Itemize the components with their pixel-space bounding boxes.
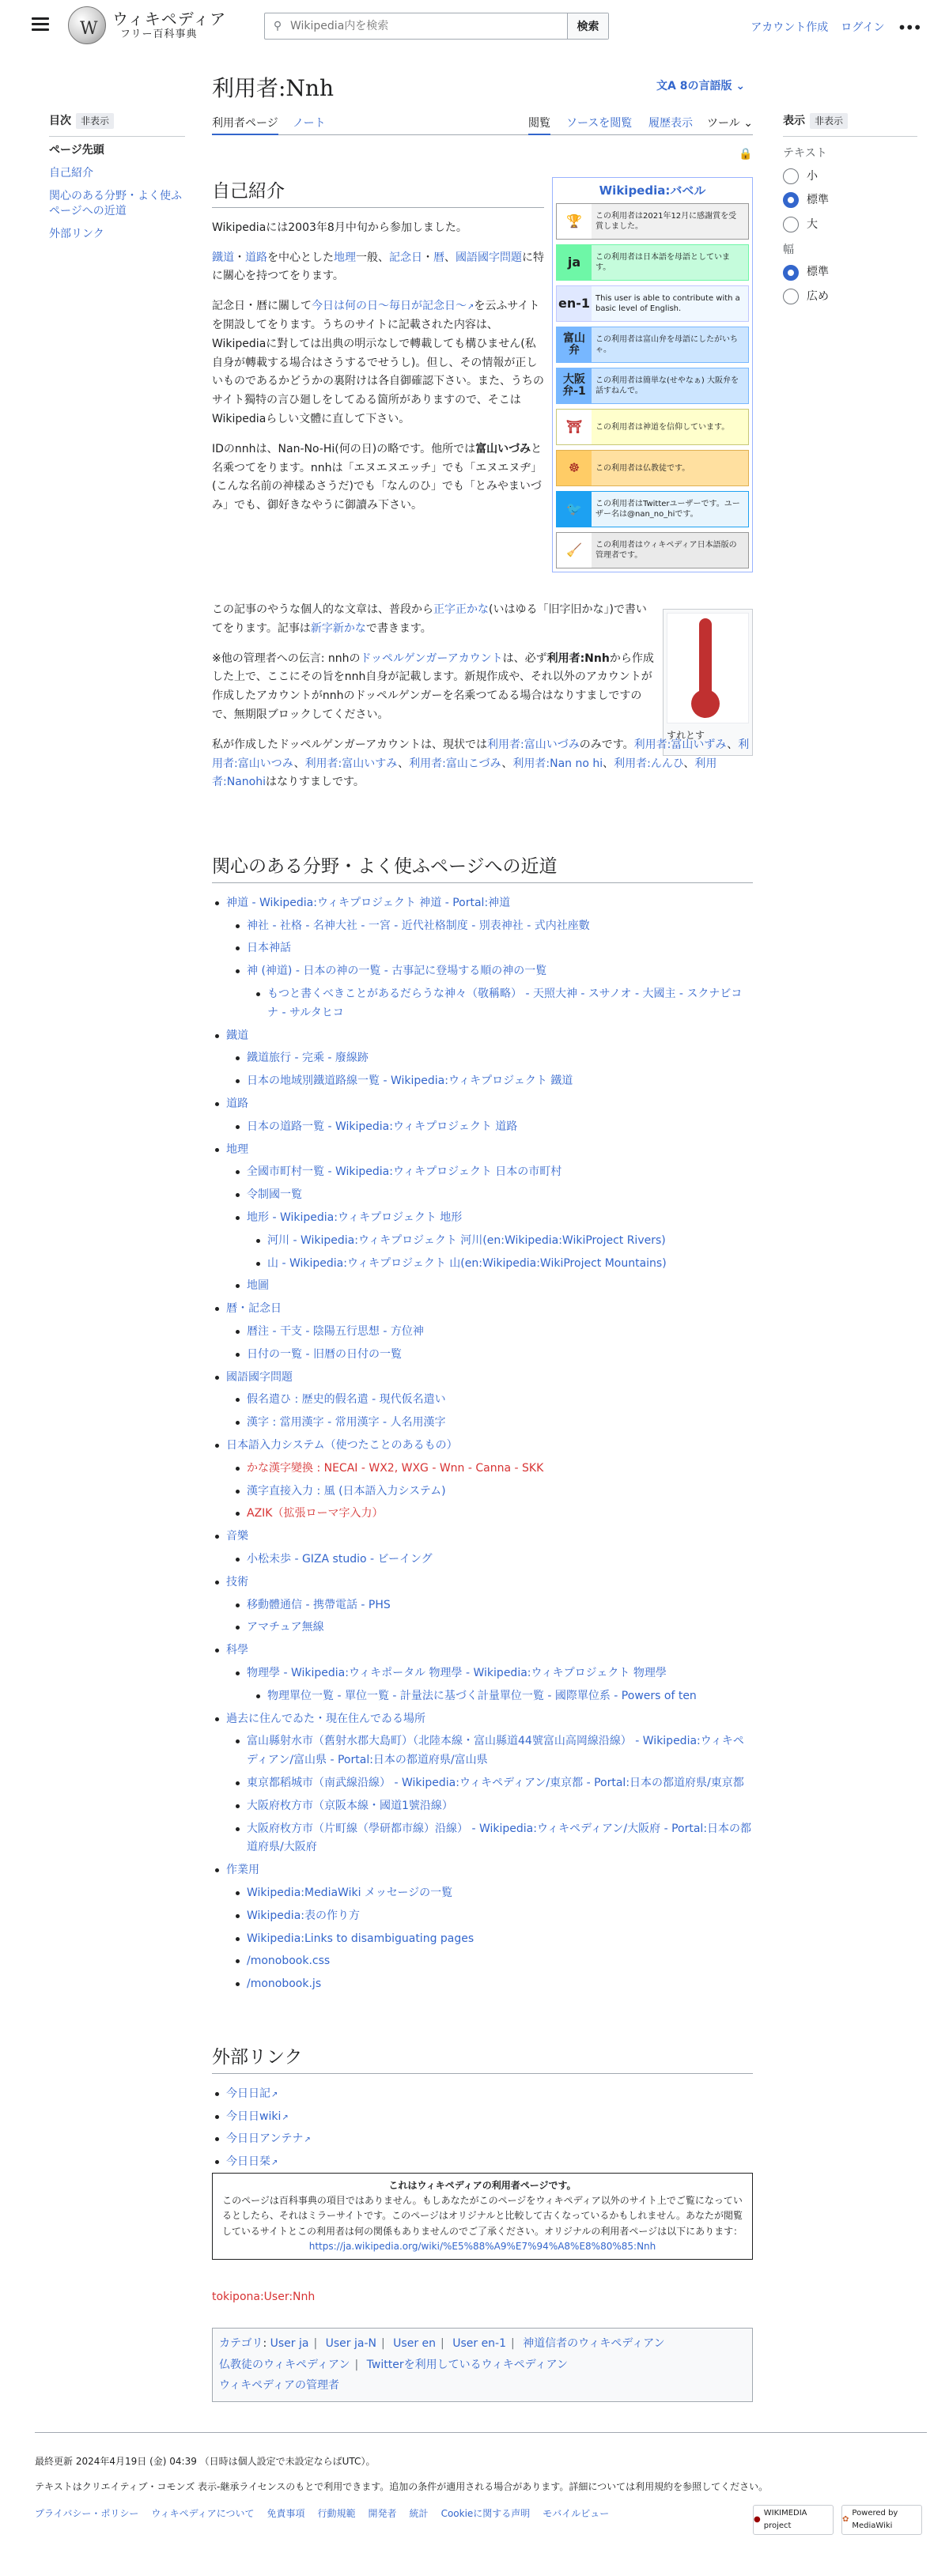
login-link[interactable]: ログイン [841, 21, 885, 34]
external-links-list [212, 2085, 753, 2172]
interest-link[interactable]: 地形 - Wikipedia:ウィキプロジェクト 地形 [247, 1211, 463, 1225]
list-item [233, 1460, 753, 1479]
radio-icon [783, 168, 799, 184]
interest-link[interactable]: 山 - Wikipedia:ウィキプロジェクト 山(en:Wikipedia:WikiProject Mountains) [267, 1256, 667, 1270]
sub-list [233, 1884, 753, 1994]
list-item [233, 1664, 753, 1706]
heading-intro: 自己紹介 [212, 180, 544, 208]
wikimedia-badge[interactable]: ● WIKIMEDIA project [753, 2505, 834, 2535]
interest-link[interactable]: 音樂 [226, 1530, 248, 1543]
interest-link[interactable]: 鐵道 [226, 1029, 248, 1042]
lock-icon: 🔒 [739, 148, 753, 161]
interest-link[interactable]: 令制國一覧 [247, 1188, 302, 1202]
chevron-down-icon: ⌄ [732, 80, 746, 93]
list-item [233, 1596, 753, 1615]
list-item [212, 1369, 753, 1433]
interest-link[interactable]: 物理學 - Wikipedia:ウィキポータル 物理學 - Wikipedia:ウィキプロジェクト 物理學 [247, 1666, 667, 1679]
sub-list [233, 1664, 753, 1706]
body-section [212, 601, 753, 803]
list-item [233, 1483, 753, 1501]
list-item [233, 962, 753, 1022]
babel-osaka: 大阪 弁-1 この利用者は簡単な(せやなぁ) 大阪弁を話すねんで。 [556, 368, 749, 404]
category-link[interactable]: 仏教徒のウィキペディアン [219, 2358, 350, 2371]
footer-link[interactable]: ウィキペディアについて [151, 2508, 255, 2519]
intro-paragraph-3: 記念日・暦に關して今日は何の日〜毎日が記念日〜 ↗ を云ふサイトを開設してをります。うちのサイトに記載された内容は、Wikipediaに對しては出典の明示なしで轉載しても構ひません(私自身が轉載する場合はさうするでせうし)。但し、その情報が正しいものであるかどうかの裏附けは各自御確認下さい。また、うちのサイト獨特の言ひ廻しをしてゐる箇所がありますので、そこはWikipediaらしい文體に直して下さい。 [212, 297, 544, 429]
list-item [233, 1732, 753, 1770]
dharma-wheel-icon: ☸ [557, 451, 592, 485]
list-item [233, 1163, 753, 1182]
sub-list [253, 1687, 753, 1706]
interest-link[interactable]: Wikipedia:MediaWiki メッセージの一覧 [247, 1886, 453, 1899]
list-item [233, 1774, 753, 1793]
list-item [212, 1095, 753, 1137]
list-item [212, 2085, 753, 2104]
search-button[interactable]: 検索 [567, 13, 608, 39]
interest-link[interactable]: 暦注 - 干支 - 陰陽五行思想 - 方位神 [247, 1325, 424, 1339]
interest-link[interactable]: 日本神話 [247, 942, 291, 955]
interest-link[interactable]: 大阪府枚方市（京阪本線・國道1號沿線） [247, 1799, 453, 1812]
notice-url[interactable]: https://ja.wikipedia.org/wiki/%E5%88%A9%E7%94%A8%E8%80%85:Nnh [308, 2240, 656, 2252]
text-size-small[interactable]: 小 [783, 168, 917, 185]
interest-link[interactable]: 神道 - Wikipedia:ウィキプロジェクト 神道 - Portal:神道 [226, 896, 511, 909]
footer-link[interactable]: 免責事項 [267, 2508, 305, 2519]
babel-en: en-1 This user is able to contribute with a basic level of English. [556, 285, 749, 322]
sub-list [233, 1551, 753, 1569]
category-link[interactable]: 神道信者のウィキペディアン [523, 2337, 665, 2350]
list-item [212, 1573, 753, 1637]
table-of-contents [49, 112, 185, 250]
babel-toyama: 富山 弁 この利用者は富山弁を母語にしたがいちゃ。 [556, 327, 749, 363]
interest-link[interactable]: /monobook.css [247, 1955, 331, 1968]
category-link[interactable]: ウィキペディアの管理者 [219, 2379, 340, 2393]
interest-link[interactable]: 物理單位一覧 - 單位一覧 - 計量法に基づく計量單位一覧 - 國際單位系 - Powers of ten [267, 1689, 697, 1702]
list-item [233, 917, 753, 936]
interest-link[interactable]: 小松未歩 - GIZA studio - ビーイング [247, 1553, 433, 1566]
radio-selected-icon [783, 265, 799, 281]
interest-link[interactable]: Wikipedia:表の作り方 [247, 1909, 360, 1922]
interest-link[interactable]: 國語國字問題 [226, 1370, 293, 1384]
toc-item-intro[interactable]: 自己紹介 [49, 167, 93, 180]
babel-title[interactable]: Wikipedia:バベル [599, 183, 706, 198]
interest-link[interactable]: 日本の地域別鐵道路線一覧 - Wikipedia:ウィキプロジェクト 鐵道 [247, 1075, 573, 1088]
intro-section [212, 180, 544, 527]
wordmark[interactable]: ウィキペディア [112, 9, 227, 28]
interest-link[interactable]: AZIK（拡張ローマ字入力） [247, 1507, 384, 1520]
category-link[interactable]: Twitterを利用しているウィキペディアン [366, 2358, 569, 2371]
heading-external: 外部リンク [212, 2046, 753, 2074]
sub-list [233, 1163, 753, 1296]
toc-item-top[interactable]: ページ先頭 [49, 144, 104, 157]
list-item [233, 1277, 753, 1296]
sub-list [253, 985, 753, 1023]
toc-title: 目次 [49, 115, 71, 127]
footer-link[interactable]: プライバシー・ポリシー [35, 2508, 139, 2519]
list-item [212, 2108, 753, 2127]
list-item [233, 1323, 753, 1342]
babel-admin: 🧹 この利用者はウィキペディア日本語版の管理者です。 [556, 532, 749, 568]
toc-item-external[interactable]: 外部リンク [49, 227, 104, 240]
list-item [233, 1209, 753, 1273]
interest-link[interactable]: 作業用 [226, 1864, 259, 1877]
page-tabs [212, 108, 753, 135]
list-item [233, 1820, 753, 1858]
notice-body: このページは百科事典の項目ではありません。もしあなたがこのページをウィキペディア以外のサイト上でご覧になっているとしたら、それはミラーサイトです。このページはオリジナルと比較して古くなっているかもしれません。あなたが閲覧しているサイトとこの利用者は何の関係もありませんのでご了承ください。オリジナルの利用者ページは以下にあります： [221, 2195, 743, 2237]
sub-list [233, 1049, 753, 1091]
interest-link[interactable]: 大阪府枚方市（片町線（學研都市線）沿線） - Wikipedia:ウィキペディアン/大阪府 - Portal:日本の都道府県/大阪府 [247, 1822, 752, 1854]
text-size-label: テキスト [783, 147, 827, 161]
interest-link[interactable]: 過去に住んでゐた・現在住んでゐる場所 [226, 1712, 425, 1725]
list-item [253, 1687, 753, 1706]
tab-view-source[interactable]: ソースを閲覧 [566, 117, 633, 130]
interest-link[interactable]: 日本の道路一覧 - Wikipedia:ウィキプロジェクト 道路 [247, 1120, 518, 1133]
list-item [212, 1027, 753, 1091]
radio-icon [783, 217, 799, 232]
category-link[interactable]: User ja [270, 2337, 309, 2350]
external-link[interactable]: 今日日栞 ↗ [226, 2155, 278, 2168]
list-item [233, 1551, 753, 1569]
interest-link[interactable]: 假名遣ひ : 歴史的假名遣 - 現代仮名遣い [247, 1393, 446, 1407]
interests-list [212, 894, 753, 1994]
external-link[interactable]: 今日日wiki ↗ [226, 2110, 289, 2123]
more-options-icon[interactable]: ••• [897, 18, 921, 38]
body-paragraph-7: 私が作成したドッペルゲンガーアカウントは、現状では利用者:富山いづみのみです。利用者:富山いずみ、利用者:富山いつみ、利用者:富山いすみ、利用者:富山こづみ、利用者:Nan no hi、利用者:んんひ、利用者:Nanohiはなりすましです。 [212, 738, 750, 789]
category-link[interactable]: User ja-N [325, 2337, 376, 2350]
interest-link[interactable]: 神社 - 社格 - 名神大社 - 一宮 - 近代社格制度 - 別表神社 - 式内社座數 [247, 919, 590, 932]
interest-link[interactable]: 神 (神道) - 日本の神の一覧 - 古事記に登場する順の神の一覧 [247, 965, 547, 978]
thermometer-caption: すれとす [667, 730, 705, 741]
tab-read[interactable]: 閲覧 [528, 115, 550, 135]
list-item [233, 1975, 753, 1994]
sub-list [233, 917, 753, 1023]
tab-user-page[interactable]: 利用者ページ [212, 115, 278, 135]
footer-link[interactable]: 行動規範 [317, 2508, 356, 2519]
list-item [233, 1797, 753, 1816]
interest-link[interactable]: 日付の一覧 - 旧暦の日付の一覧 [247, 1347, 402, 1361]
category-link[interactable]: User en [393, 2337, 437, 2350]
search-icon: ⚲ [273, 19, 282, 32]
width-wide[interactable]: 広め [783, 288, 917, 305]
site-link[interactable]: 今日は何の日〜毎日が記念日〜 ↗ [312, 300, 474, 312]
intro-paragraph-1: Wikipediaには2003年8月中旬から参加しました。 [212, 221, 467, 234]
sub-list [233, 1323, 753, 1365]
main-menu-icon[interactable] [32, 17, 49, 32]
interest-link[interactable]: 漢字 : 當用漢字 - 常用漢字 - 人名用漢字 [247, 1416, 446, 1430]
chevron-down-icon: ⌄ [743, 117, 753, 130]
intro-paragraph-2: 鐵道・道路を中心とした地理一般、記念日・暦、國語國字問題に特に關心を持つてをります。 [212, 251, 544, 283]
page-title: 利用者:Nnh [212, 75, 335, 101]
mediawiki-logo-icon: ✿ [842, 2515, 849, 2524]
interest-link[interactable]: 暦・記念日 [226, 1302, 282, 1316]
appearance-hide-button[interactable]: 非表示 [810, 113, 848, 129]
interest-link[interactable]: 地理 [226, 1143, 248, 1156]
footer-link[interactable]: Cookieに関する声明 [440, 2508, 531, 2519]
toc-hide-button[interactable]: 非表示 [76, 113, 114, 129]
wikipedia-logo[interactable] [68, 6, 106, 44]
interest-link[interactable]: 河川 - Wikipedia:ウィキプロジェクト 河川(en:Wikipedia:WikiProject Rivers) [267, 1233, 666, 1247]
intro-paragraph-4: IDのnnhは、Nan-No-Hi(何の日)の略です。他所では富山いづみと名乘つてをります。nnhは「エヌエヌエッチ」でも「エヌエヌヂ」(こんな名前の神樣ゐさうだ)でも「なんのひ」でも「とみやまいづみ」でも、御好きなやうに御讀み下さい。 [212, 442, 543, 512]
list-item [253, 985, 753, 1023]
footer-link[interactable]: 統計 [409, 2508, 429, 2519]
interest-link[interactable]: アマチュア無線 [247, 1621, 324, 1634]
toc-item-interests[interactable]: 関心のある分野・よく使ふページへの近道 [49, 190, 182, 218]
babel-ja: ja この利用者は日本語を母語としています。 [556, 244, 749, 281]
list-item [233, 1505, 753, 1524]
categories-box: カテゴリ: User ja | User ja-N | User en | User en-1 | 神道信者のウィキペディアン 仏教徒のウィキペディアン | Twitterを利用しているウィキペディアン ウィキペディアの管理者 [212, 2328, 753, 2402]
interest-link[interactable]: 道路 [226, 1097, 248, 1111]
body-paragraph-5: この記事のやうな個人的な文章は、普段から正字正かな(いはゆる「旧字旧かな」)で書いてをります。記事は新字新かなで書きます。 [212, 603, 647, 635]
list-item [212, 1528, 753, 1569]
interest-link[interactable]: 漢字直接入力 : 風 (日本語入力システム) [247, 1484, 446, 1498]
radio-icon [783, 289, 799, 304]
list-item [233, 1952, 753, 1971]
footer-links [35, 2506, 609, 2521]
sub-list [233, 1460, 753, 1524]
categories-label[interactable]: カテゴリ [219, 2337, 263, 2350]
list-item [253, 1255, 753, 1274]
category-link[interactable]: User en-1 [452, 2337, 507, 2350]
create-account-link[interactable]: アカウント作成 [751, 21, 829, 34]
list-item [212, 2153, 753, 2172]
list-item [212, 1861, 753, 1994]
list-item [233, 1072, 753, 1091]
interest-link[interactable]: もつと書くべきことがあるだらうな神々（敬稱略） - 天照大神 - スサノオ - 大國主 - スクナビコナ - サルタヒコ [267, 988, 743, 1019]
width-label: 幅 [783, 243, 794, 256]
footer-license: テキストはクリエイティブ・コモンズ 表示-継承ライセンスのもとで利用できます。追加の条件が適用される場合があります。詳細については利用規約を参照してください。 [35, 2481, 769, 2492]
external-section [212, 2046, 753, 2176]
list-item [233, 1186, 753, 1205]
text-size-large[interactable]: 大 [783, 216, 917, 233]
admin-mop-icon: 🧹 [557, 533, 592, 568]
translate-icon: 文A [656, 80, 680, 93]
babel-buddhist: ☸ この利用者は仏教徒です。 [556, 450, 749, 486]
footer-link[interactable]: 開発者 [368, 2508, 397, 2519]
babel-box [552, 177, 753, 572]
tab-history[interactable]: 履歴表示 [648, 117, 693, 130]
interest-link[interactable]: 東京都稻城市（南武線沿線） - Wikipedia:ウィキペディアン/東京都 - Portal:日本の都道府県/東京都 [247, 1776, 744, 1789]
width-standard[interactable]: 標準 [783, 263, 917, 281]
notice-title: これはウィキペディアの利用者ページです。 [388, 2180, 577, 2191]
list-item [233, 1907, 753, 1926]
list-item [233, 939, 753, 958]
list-item [233, 1049, 753, 1068]
radio-selected-icon [783, 192, 799, 208]
interest-link[interactable]: 富山縣射水市（舊射水郡大島町）（北陸本線・富山縣道44號富山高岡線沿線） - Wikipedia:ウィキペディアン/富山県 - Portal:日本の都道府県/富山県 [247, 1735, 744, 1767]
list-item [212, 1710, 753, 1858]
interest-link[interactable]: /monobook.js [247, 1977, 322, 1991]
search-box [264, 13, 609, 40]
interest-link[interactable]: 科學 [226, 1644, 248, 1657]
appearance-panel [783, 112, 917, 312]
sub-list [233, 1391, 753, 1433]
list-item [212, 1641, 753, 1705]
interest-link[interactable]: Wikipedia:Links to disambiguating pages [247, 1932, 475, 1945]
sub-list [233, 1118, 753, 1137]
list-item [212, 1437, 753, 1524]
signature[interactable]: tokipona:User:Nnh [212, 2291, 316, 2303]
interest-link[interactable]: 日本語入力システム（使つたことのあるもの） [226, 1439, 458, 1452]
footer-last-modified: 最終更新 2024年4月19日 (金) 04:39 （日時は個人設定で未設定ならばUTC）。 [35, 2456, 376, 2467]
list-item [253, 1232, 753, 1251]
sub-list [233, 1732, 753, 1857]
heading-interests: 関心のある分野・よく使ふページへの近道 [212, 856, 753, 883]
interest-link[interactable]: 鐵道旅行 - 完乘 - 廢線跡 [247, 1052, 369, 1065]
tab-note[interactable]: ノート [293, 117, 326, 130]
interest-link[interactable]: 地圖 [247, 1279, 269, 1293]
wikimedia-logo-icon: ● [754, 2515, 761, 2524]
list-item [212, 2130, 753, 2149]
tab-tools[interactable]: ツール ⌄ [707, 117, 753, 130]
external-link[interactable]: 今日日アンテナ ↗ [226, 2132, 311, 2145]
babel-award: 🏆 この利用者は2021年12月に感謝賞を受賞しました。 [556, 203, 749, 240]
list-item [233, 1118, 753, 1137]
interest-link[interactable]: かな漢字變換 : NECAI - WX2, WXG - Wnn - Canna - SKK [247, 1461, 544, 1475]
sub-list [233, 1596, 753, 1638]
language-button[interactable]: 文A 8の言語版 ⌄ [656, 80, 746, 93]
mediawiki-badge[interactable]: ✿ Powered by MediaWiki [841, 2505, 922, 2535]
footer-divider [35, 2432, 927, 2433]
list-item [212, 894, 753, 1023]
mirror-notice [212, 2173, 753, 2260]
list-item [233, 1930, 753, 1949]
appearance-title: 表示 [783, 115, 805, 127]
babel-twitter: 🐦 この利用者はTwitterユーザーです。ユーザー名は@nan_no_hiです。 [556, 491, 749, 527]
external-link[interactable]: 今日日記 ↗ [226, 2087, 278, 2100]
list-item [233, 1618, 753, 1637]
search-input[interactable] [290, 13, 567, 39]
footer-link[interactable]: モバイルビュー [543, 2508, 610, 2519]
award-icon: 🏆 [557, 204, 592, 239]
list-item [233, 1414, 753, 1433]
interests-section [212, 856, 753, 1998]
interest-link[interactable]: 全國市町村一覧 - Wikipedia:ウィキプロジェクト 日本の市町村 [247, 1165, 562, 1179]
body-paragraph-6: ※他の管理者への伝言: nnhのドッペルゲンガーアカウントは、必ず利用者:Nnhから作成した上で、ここにその旨をnnh自身が記載します。新規作成や、それ以外のアカウントが作成したアカウントがnnhのドッペルゲンガーを名乘つてゐる場合はなりすましですので、無期限ブロックしてください。 [212, 652, 654, 721]
babel-shinto: ⛩ この利用者は神道を信仰しています。 [556, 409, 749, 445]
tagline: フリー百科事典 [120, 28, 198, 40]
list-item [233, 1391, 753, 1410]
torii-icon: ⛩ [557, 410, 592, 444]
sub-list [253, 1232, 753, 1274]
interest-link[interactable]: 技術 [226, 1575, 248, 1588]
twitter-icon: 🐦 [557, 492, 592, 527]
text-size-standard[interactable]: 標準 [783, 191, 917, 209]
interest-link[interactable]: 移動體通信 - 携帶電話 - PHS [247, 1598, 391, 1611]
personal-tools [751, 19, 921, 36]
list-item [212, 1141, 753, 1297]
list-item [233, 1884, 753, 1903]
list-item [212, 1300, 753, 1364]
list-item [233, 1346, 753, 1365]
